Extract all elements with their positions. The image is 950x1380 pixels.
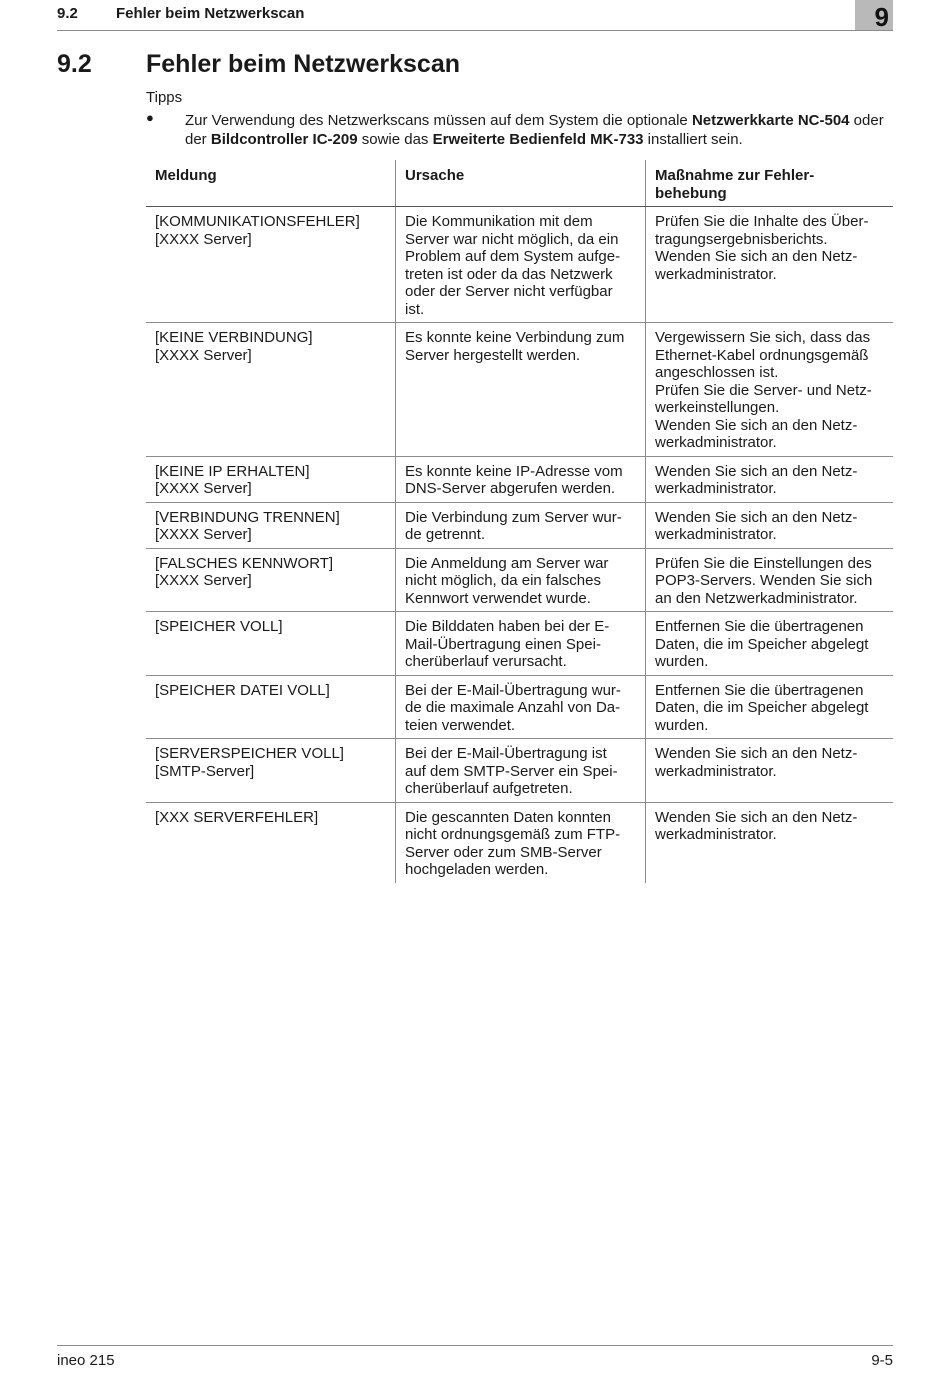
cell-meldung: [146, 323, 396, 457]
table-row: [146, 612, 893, 676]
cell-line: Server war nicht möglich, da ein: [405, 230, 619, 248]
cell-line: Daten, die im Speicher abgelegt: [655, 699, 869, 716]
cell-line: Kennwort verwendet wurde.: [405, 589, 591, 607]
tips-text-bold: Netzwerkkarte NC-504: [691, 112, 850, 129]
tips-text-run: Zur Verwendung des Netzwerkscans müssen auf dem System die optionale: [185, 112, 692, 129]
cell-line: angeschlossen ist.: [655, 364, 779, 381]
cell-line: Server hergestellt werden.: [405, 346, 581, 364]
cell-line: Maßnahme zur Fehler-: [655, 167, 815, 184]
cell-line: Wenden Sie sich an den Netz-: [655, 745, 858, 762]
cell-line: Die Anmeldung am Server war: [405, 554, 609, 572]
cell-line: werkadministrator.: [655, 526, 777, 543]
cell-line: Problem auf dem System aufge-: [405, 248, 621, 265]
cell-line: [XXXX Server]: [155, 346, 252, 364]
cell-line: Die Kommunikation mit dem: [405, 213, 593, 230]
cell-massnahme: [646, 675, 894, 739]
chapter-tab: 9: [855, 0, 893, 30]
footer-page-number: 9-5: [871, 1352, 893, 1369]
running-header: [57, 0, 893, 31]
cell-meldung: [146, 502, 396, 548]
cell-line: nicht ordnungsgemäß zum FTP-: [405, 826, 621, 843]
cell-line: Wenden Sie sich an den Netz-: [655, 808, 858, 826]
header-section-number: 9.2: [57, 5, 78, 22]
cell-line: oder der Server nicht verfügbar: [405, 283, 613, 300]
cell-line: de die maximale Anzahl von Da-: [405, 699, 621, 716]
cell-meldung: [146, 612, 396, 676]
table-row: [146, 502, 893, 548]
cell-line: [SPEICHER DATEI VOLL]: [155, 681, 330, 699]
cell-line: werkadministrator.: [655, 826, 777, 843]
tips-text-bold: Bildcontroller IC-209: [210, 131, 358, 148]
cell-line: Prüfen Sie die Inhalte des Über-: [655, 213, 869, 230]
cell-line: Prüfen Sie die Server- und Netz-: [655, 381, 872, 399]
cell-line: [VERBINDUNG TRENNEN]: [155, 508, 340, 526]
cell-line: Wenden Sie sich an den Netz-: [655, 462, 858, 480]
error-table: [146, 160, 893, 883]
cell-line: Es konnte keine Verbindung zum: [405, 329, 625, 346]
cell-meldung: [146, 548, 396, 612]
cell-massnahme: [646, 548, 894, 612]
bullet-icon: ●: [146, 110, 154, 125]
tips-text-run: sowie das: [357, 131, 433, 148]
tips-text: [185, 111, 893, 149]
cell-line: [SERVERSPEICHER VOLL]: [155, 745, 344, 762]
cell-line: Entfernen Sie die übertragenen: [655, 681, 864, 699]
cell-line: werkadministrator.: [655, 480, 777, 497]
cell-line: Server oder zum SMB-Server: [405, 843, 602, 861]
cell-line: [SPEICHER VOLL]: [155, 618, 283, 635]
table-body: [146, 207, 893, 883]
cell-line: werkadministrator.: [655, 265, 777, 283]
cell-line: POP3-Servers. Wenden Sie sich: [655, 572, 873, 589]
tips-text-run: installiert sein.: [643, 131, 743, 148]
cell-line: [XXXX Server]: [155, 526, 252, 543]
tips-label: Tipps: [146, 89, 183, 106]
cell-line: Wenden Sie sich an den Netz-: [655, 248, 858, 265]
cell-line: werkadministrator.: [655, 762, 777, 780]
cell-line: teien verwendet.: [405, 716, 516, 734]
section-title: Fehler beim Netzwerkscan: [146, 50, 461, 78]
cell-massnahme: [646, 739, 894, 803]
cell-line: wurden.: [655, 716, 709, 734]
cell-massnahme: [646, 802, 894, 883]
cell-line: [XXXX Server]: [155, 230, 252, 248]
cell-line: [XXXX Server]: [155, 480, 252, 497]
column-header-meldung: [146, 160, 396, 207]
cell-line: Wenden Sie sich an den Netz-: [655, 508, 858, 526]
cell-ursache: [396, 675, 646, 739]
cell-line: werkadministrator.: [655, 434, 777, 451]
cell-line: Mail-Übertragung einen Spei-: [405, 635, 601, 653]
cell-line: treten ist oder da das Netzwerk: [405, 265, 613, 283]
cell-line: cherüberlauf aufgetreten.: [405, 780, 573, 797]
cell-line: [KEINE VERBINDUNG]: [155, 329, 313, 346]
table-row: [146, 675, 893, 739]
cell-line: behebung: [655, 184, 727, 202]
column-header-ursache: [396, 160, 646, 207]
cell-line: [KEINE IP ERHALTEN]: [155, 462, 310, 480]
table-row: [146, 323, 893, 457]
section-heading: [57, 50, 893, 82]
table-row: [146, 207, 893, 323]
cell-massnahme: [646, 323, 894, 457]
cell-ursache: [396, 802, 646, 883]
cell-line: Die Bilddaten haben bei der E-: [405, 618, 610, 635]
cell-line: DNS-Server abgerufen werden.: [405, 480, 616, 497]
cell-meldung: [146, 456, 396, 502]
cell-ursache: [396, 456, 646, 502]
cell-line: wurden.: [655, 653, 709, 670]
cell-line: Vergewissern Sie sich, dass das: [655, 329, 871, 346]
table-header-row: [146, 160, 893, 207]
cell-line: Entfernen Sie die übertragenen: [655, 618, 864, 635]
cell-massnahme: [646, 207, 894, 323]
cell-line: Meldung: [155, 167, 217, 184]
running-footer: [57, 1345, 893, 1380]
cell-line: Ursache: [405, 167, 465, 184]
section-number: 9.2: [57, 50, 92, 78]
cell-meldung: [146, 802, 396, 883]
cell-line: ist.: [405, 300, 425, 318]
cell-line: Bei der E-Mail-Übertragung ist: [405, 745, 607, 762]
header-section-title: Fehler beim Netzwerkscan: [116, 5, 305, 22]
cell-line: an den Netzwerkadministrator.: [655, 589, 858, 607]
cell-line: auf dem SMTP-Server ein Spei-: [405, 762, 618, 780]
cell-line: [XXX SERVERFEHLER]: [155, 808, 319, 826]
table-row: [146, 802, 893, 883]
cell-line: Die Verbindung zum Server wur-: [405, 508, 622, 526]
table-row: [146, 739, 893, 803]
cell-line: [FALSCHES KENNWORT]: [155, 554, 334, 572]
cell-line: Ethernet-Kabel ordnungsgemäß: [655, 346, 869, 364]
cell-line: nicht möglich, da ein falsches: [405, 572, 601, 589]
cell-ursache: [396, 612, 646, 676]
cell-meldung: [146, 207, 396, 323]
cell-line: Daten, die im Speicher abgelegt: [655, 635, 869, 653]
cell-massnahme: [646, 502, 894, 548]
footer-product: ineo 215: [57, 1352, 115, 1369]
cell-line: Bei der E-Mail-Übertragung wur-: [405, 681, 621, 699]
cell-line: werkeinstellungen.: [655, 399, 780, 416]
cell-line: Es konnte keine IP-Adresse vom: [405, 462, 623, 480]
cell-ursache: [396, 548, 646, 612]
tips-text-bold: Erweiterte Bedienfeld MK-733: [432, 131, 644, 148]
table-row: [146, 548, 893, 612]
cell-ursache: [396, 207, 646, 323]
cell-ursache: [396, 323, 646, 457]
cell-line: tragungsergebnisberichts.: [655, 230, 828, 248]
cell-ursache: [396, 739, 646, 803]
cell-meldung: [146, 675, 396, 739]
column-header-massnahme: [646, 160, 894, 207]
cell-line: [KOMMUNIKATIONSFEHLER]: [155, 213, 360, 230]
cell-line: Prüfen Sie die Einstellungen des: [655, 554, 872, 572]
cell-line: Wenden Sie sich an den Netz-: [655, 416, 858, 434]
cell-line: [XXXX Server]: [155, 572, 252, 589]
cell-massnahme: [646, 456, 894, 502]
cell-line: hochgeladen werden.: [405, 861, 549, 878]
cell-meldung: [146, 739, 396, 803]
cell-line: Die gescannten Daten konnten: [405, 808, 611, 826]
cell-line: de getrennt.: [405, 526, 486, 543]
tips-text-run: oder der: [185, 112, 884, 148]
cell-massnahme: [646, 612, 894, 676]
cell-line: [SMTP-Server]: [155, 762, 255, 780]
cell-ursache: [396, 502, 646, 548]
table-row: [146, 456, 893, 502]
cell-line: cherüberlauf verursacht.: [405, 653, 567, 670]
